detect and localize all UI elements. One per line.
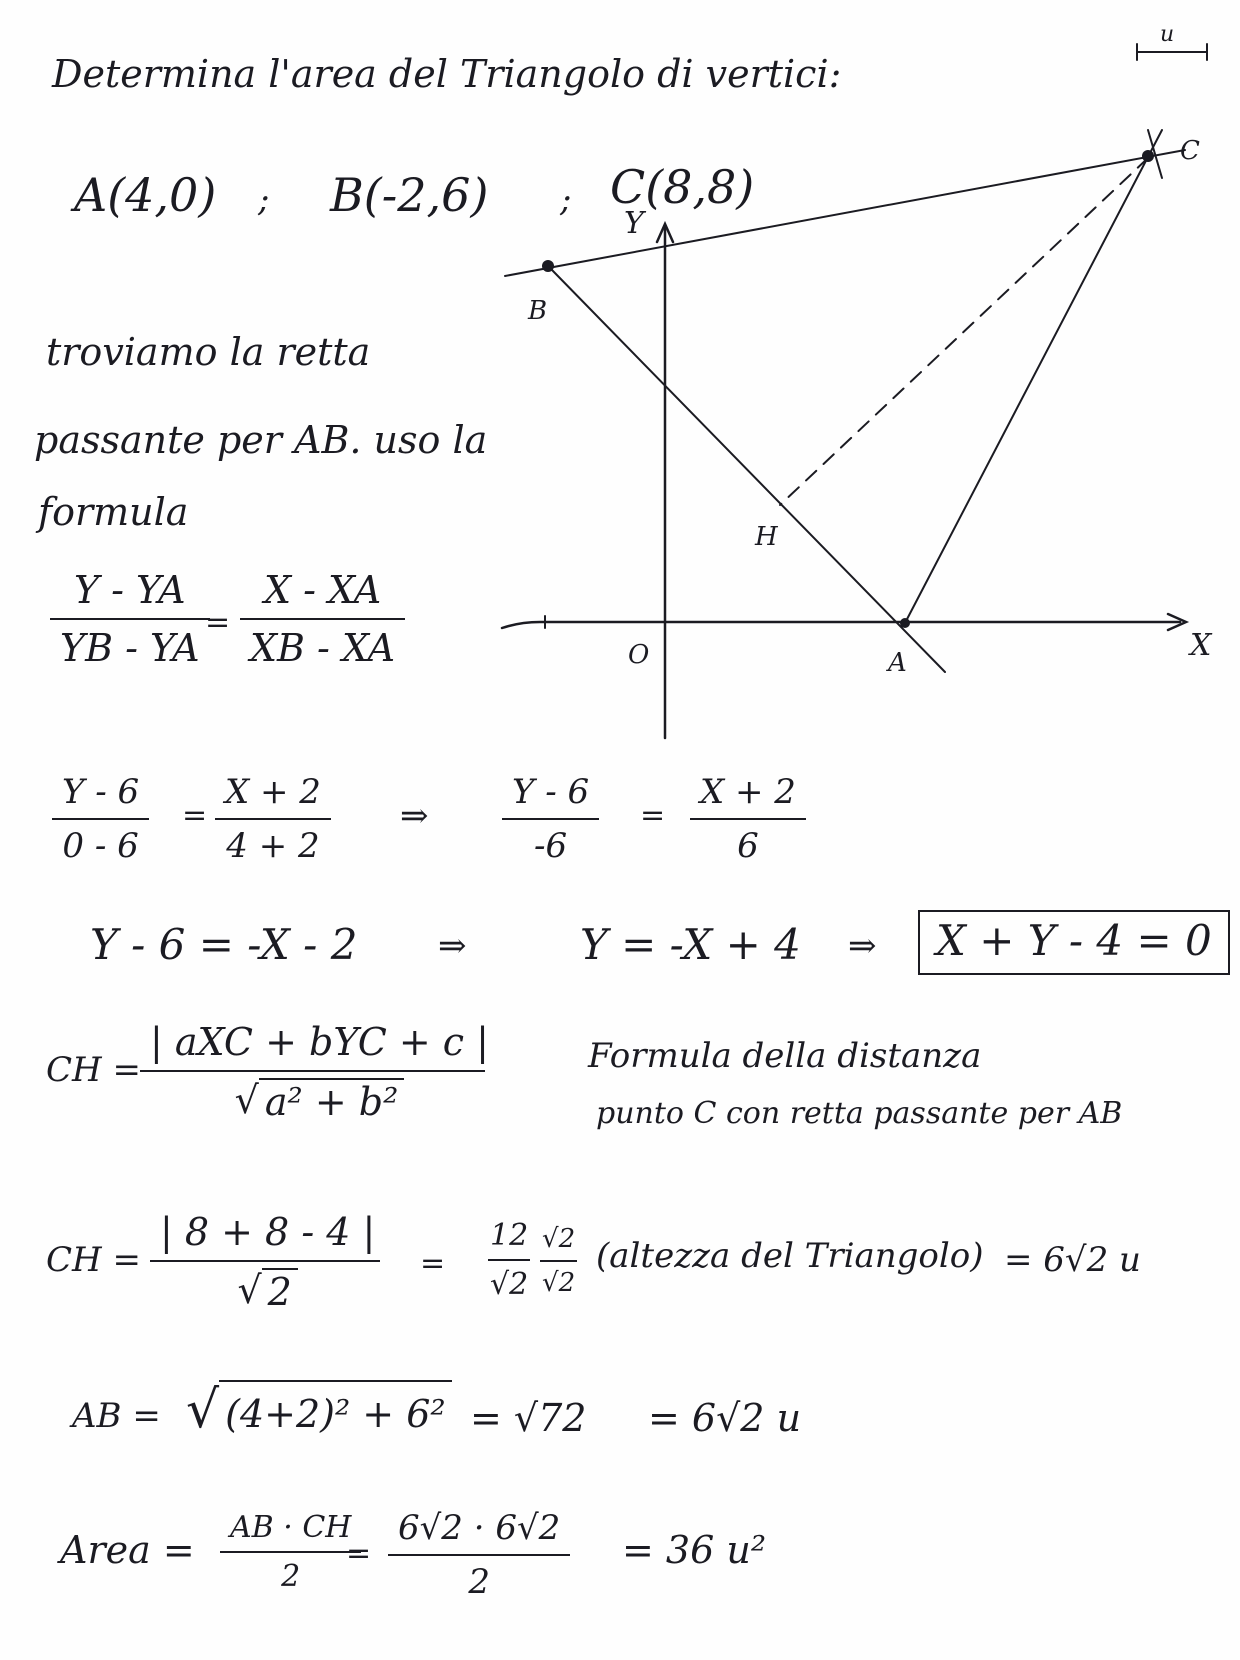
ch-fraction: | 8 + 8 - 4 | √ 2 <box>150 1210 385 1314</box>
area-result: = 36 u² <box>622 1528 767 1572</box>
line-bc <box>505 150 1185 276</box>
point-b <box>542 260 554 272</box>
separator: ; <box>258 180 270 220</box>
label-c: C <box>1180 136 1200 166</box>
equals-sign: = <box>346 1536 372 1571</box>
equals-sign: = <box>182 798 208 833</box>
equals-sign: = <box>205 605 231 640</box>
x-axis <box>502 622 1180 628</box>
label-x-axis: X <box>1190 628 1212 663</box>
ab-label: AB = <box>72 1396 161 1436</box>
line-equation-result: X + Y - 4 = 0 <box>918 910 1230 975</box>
vertex-b: B(-2,6) <box>330 168 489 222</box>
distance-note-2: punto C con retta passante per AB <box>596 1096 1123 1131</box>
height-note: (altezza del Triangolo) <box>596 1236 984 1276</box>
area-formula-fraction: AB · CH 2 <box>220 1510 361 1594</box>
ch-label: CH = <box>46 1050 141 1090</box>
vertex-c: C(8,8) <box>610 160 755 214</box>
implies-arrow: ⇒ <box>848 926 877 966</box>
point-c <box>1142 150 1154 162</box>
label-origin: O <box>628 640 650 670</box>
area-label: Area = <box>60 1528 195 1572</box>
equals-sign: = <box>420 1246 446 1281</box>
implies-arrow: ⇒ <box>400 796 429 836</box>
line-step-2: Y = -X + 4 <box>580 920 801 969</box>
formula-fraction-y: Y - YA YB - YA <box>50 568 210 670</box>
intro-line-1: troviamo la retta <box>46 330 371 374</box>
substitution-fraction-3: Y - 6 -6 <box>502 772 599 866</box>
height-ch <box>780 158 1148 505</box>
ch-result: = 6√2 u <box>1004 1240 1141 1280</box>
implies-arrow: ⇒ <box>438 926 467 966</box>
equals-sign: = <box>640 798 666 833</box>
substitution-fraction-1: Y - 6 0 - 6 <box>52 772 149 866</box>
label-y-axis: Y <box>624 206 644 241</box>
distance-note-1: Formula della distanza <box>588 1036 982 1076</box>
line-step-1: Y - 6 = -X - 2 <box>90 920 358 969</box>
ch-label: CH = <box>46 1240 141 1280</box>
problem-title: Determina l'area del Triangolo di vertici: <box>52 52 842 96</box>
separator: ; <box>560 180 572 220</box>
label-h: H <box>755 522 778 552</box>
substitution-fraction-4: X + 2 6 <box>690 772 806 866</box>
ab-step: = √72 <box>470 1396 587 1440</box>
label-b: B <box>528 296 548 326</box>
substitution-fraction-2: X + 2 4 + 2 <box>215 772 331 866</box>
ab-result: = 6√2 u <box>648 1396 802 1440</box>
vertex-a: A(4,0) <box>74 168 217 222</box>
intro-line-3: formula <box>38 490 189 534</box>
side-ac <box>905 130 1162 623</box>
label-a: A <box>888 648 907 678</box>
rationalize-fraction-2: √2 √2 <box>542 1224 576 1298</box>
ab-radical: √ (4+2)² + 6² <box>186 1380 452 1440</box>
area-substitution-fraction: 6√2 · 6√2 2 <box>388 1508 570 1602</box>
distance-formula-fraction: | aXC + bYC + c | √ a² + b² <box>140 1020 499 1124</box>
unit-label: u <box>1160 22 1175 47</box>
formula-fraction-x: X - XA XB - XA <box>240 568 405 670</box>
intro-line-2: passante per AB. uso la <box>34 418 488 462</box>
point-a <box>900 618 910 628</box>
rationalize-fraction-1: 12 √2 <box>490 1218 529 1302</box>
line-ab <box>552 270 945 672</box>
